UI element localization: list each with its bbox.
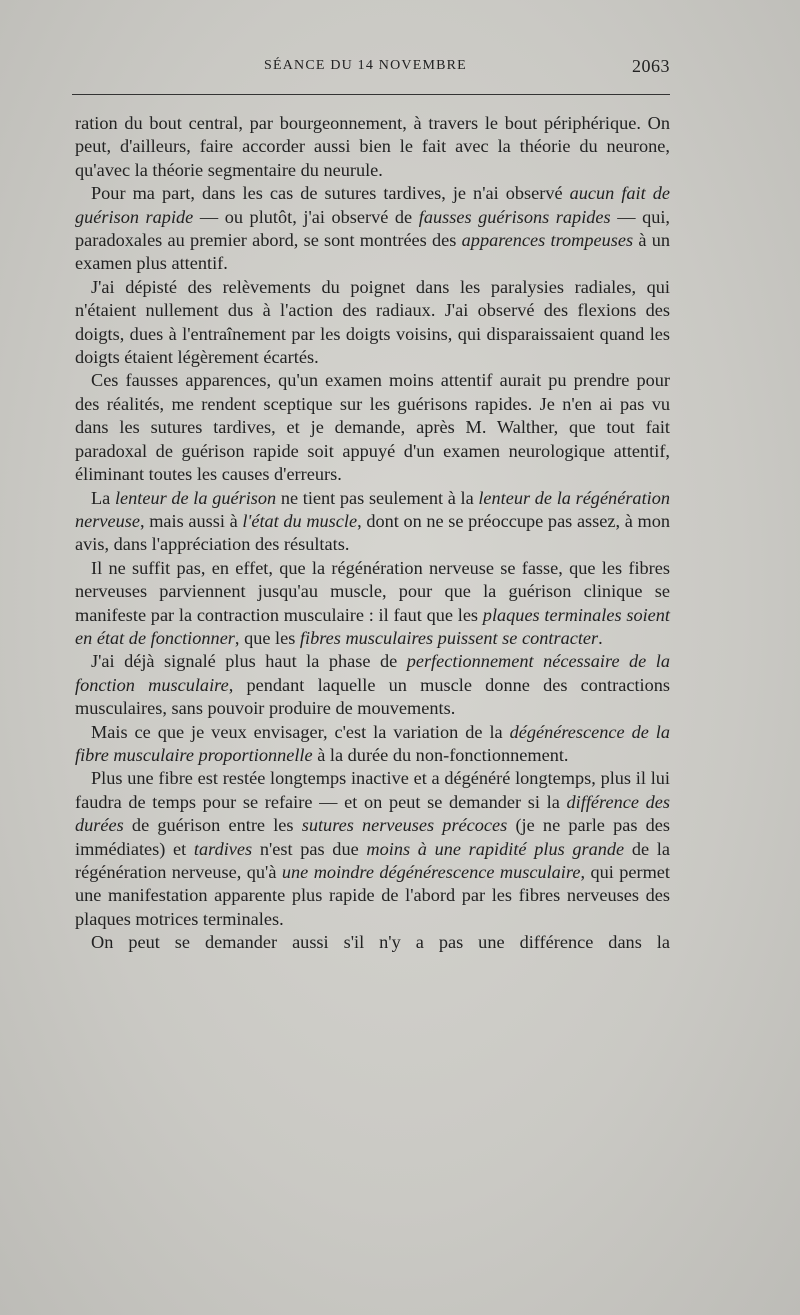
italic-phrase: moins à une rapidité plus grande	[366, 838, 625, 859]
text-run: (je ne parle pas des immédiates) et	[75, 815, 670, 859]
header-rule	[72, 94, 670, 95]
text-run: de guérison entre les	[123, 815, 302, 836]
paragraph	[75, 487, 670, 557]
page-number: 2063	[632, 56, 670, 76]
text-run: à la durée du non-fonctionnement.	[312, 744, 569, 765]
text-run: à un examen plus attentif.	[75, 230, 670, 274]
text-run: Plus une fibre est restée longtemps inactive et a dégénéré longtemps, plus il lui faudra de temps pour se refaire — et on peut se demander si la	[75, 768, 670, 812]
text-run: ration du bout central, par bourgeonnement, à travers le bout périphérique. On peut, d'ailleurs, faire accorder aussi bien le fait avec la théorie du neurone, qu'avec la théorie segmentaire du neurule.	[75, 113, 670, 180]
text-run: — ou plutôt, j'ai observé de	[193, 206, 419, 227]
text-run: .	[598, 627, 603, 648]
text-run: , qui permet une manifestation apparente plus rapide de l'abord par les fibres nerveuses des plaques motrices terminales.	[75, 862, 670, 929]
text-run: Ces fausses apparences, qu'un examen moins attentif aurait pu prendre pour des réalités, me rendent sceptique sur les guérisons rapides. Je n'en ai pas vu dans les sutures tardives, et je demande, après M. Walther, que tout fait paradoxal de guérison rapide soit appuyé d'un examen neurologique attentif, éliminant toutes les causes d'erreurs.	[75, 370, 670, 485]
text-run: J'ai dépisté des relèvements du poignet dans les paralysies radiales, qui n'étaient nullement dus à l'action des radiaux. J'ai observé des flexions des doigts, dues à l'entraînement par les doigts voisins, qui disparaissaient quand les doigts étaient légèrement écartés.	[75, 276, 670, 368]
running-title: SÉANCE DU 14 NOVEMBRE	[264, 58, 467, 73]
text-run: La	[91, 487, 115, 508]
text-run: Pour ma part, dans les cas de sutures tardives, je n'ai observé	[91, 183, 570, 204]
text-run: ne tient pas seulement à la	[276, 487, 479, 508]
text-run: , pendant laquelle un muscle donne des contractions musculaires, sans pouvoir produire de mouvements.	[75, 674, 671, 719]
text-run: de la régénération nerveuse, qu'à	[75, 838, 671, 882]
paragraph	[75, 767, 670, 931]
italic-phrase: plaques terminales soient en état de fonctionner	[75, 604, 670, 648]
text-run: Mais ce que je veux envisager, c'est la variation de la	[91, 721, 510, 742]
text-run: , dont on ne se préoccupe pas assez, à mon avis, dans l'appréciation des résultats.	[75, 510, 670, 555]
paragraph	[75, 931, 670, 954]
paragraph	[75, 650, 670, 720]
italic-phrase: lenteur de la guérison	[114, 487, 277, 508]
italic-phrase: lenteur de la régénération nerveuse	[75, 487, 671, 531]
text-run: J'ai déjà signalé plus haut la phase de	[91, 651, 407, 672]
text-run: Il ne suffit pas, en effet, que la régénération nerveuse se fasse, que les fibres nerveuses parviennent jusqu'au muscle, pour que la guérison clinique se manifeste par la contraction musculaire : il faut que les	[75, 557, 670, 625]
paragraph	[75, 182, 670, 276]
text-run: — qui, paradoxales au premier abord, se sont montrées des	[75, 206, 671, 251]
paragraph	[75, 557, 670, 651]
paragraph	[75, 276, 670, 370]
text-run: , que les	[234, 627, 300, 648]
italic-phrase: différence des durées	[75, 791, 670, 836]
italic-phrase: tardives	[193, 838, 253, 859]
text-run: On peut se demander aussi s'il n'y a pas une différence dans la	[91, 932, 670, 953]
italic-phrase: sutures nerveuses précoces	[301, 815, 508, 836]
paragraph	[75, 369, 670, 486]
italic-phrase: perfectionnement nécessaire de la fonction musculaire	[75, 651, 670, 695]
body-text	[75, 112, 670, 955]
italic-phrase: apparences trompeuses	[461, 230, 634, 251]
italic-phrase: une moindre dégénérescence musculaire	[281, 862, 581, 882]
paragraph	[75, 112, 670, 182]
italic-phrase: aucun fait de guérison rapide	[75, 183, 670, 227]
text-run: n'est pas due	[252, 838, 367, 859]
running-header	[72, 56, 670, 80]
italic-phrase: fausses guérisons rapides	[418, 206, 611, 227]
italic-phrase: fibres musculaires puissent se contracter	[299, 627, 599, 648]
italic-phrase: dégénérescence de la fibre musculaire proportionnelle	[75, 721, 671, 765]
italic-phrase: l'état du muscle	[242, 510, 358, 531]
paragraph	[75, 721, 670, 768]
text-run: , mais aussi à	[139, 510, 243, 531]
